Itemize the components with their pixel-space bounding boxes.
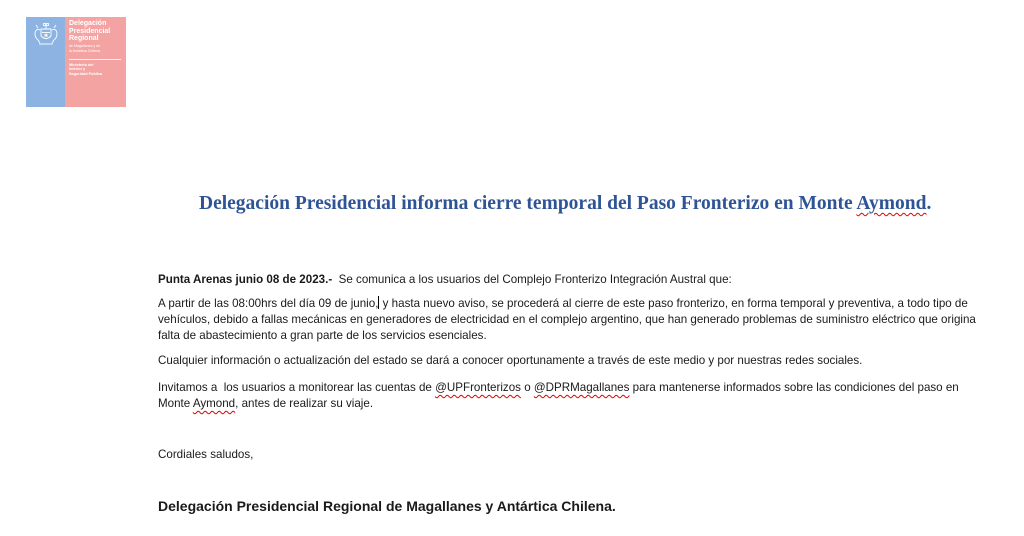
delegacion-logo	[26, 17, 126, 107]
paragraph-intro[interactable]	[158, 272, 978, 288]
paragraph-invitation[interactable]	[158, 380, 978, 412]
intro-text: Se comunica a los usuarios del Complejo Fronterizo Integración Austral que:	[332, 273, 732, 286]
invitation-text-3: para mantenerse informados sobre las condiciones del paso en Monte	[158, 381, 959, 410]
logo-red-band	[65, 17, 126, 107]
dateline: Punta Arenas junio 08 de 2023.-	[158, 273, 333, 286]
logo-blue-band	[26, 17, 65, 107]
logo-sub-line2: la Antártica Chilena	[69, 48, 100, 53]
paragraph-closure-notice[interactable]	[158, 296, 978, 344]
logo-divider	[69, 59, 121, 60]
closing-greeting[interactable]: Cordiales saludos,	[158, 448, 254, 461]
chilean-coat-of-arms-icon	[31, 21, 61, 47]
invitation-text-2: o	[520, 381, 534, 394]
closure-text-rest: y hasta nuevo aviso, se procederá al cierre de este paso fronterizo, en forma temporal y preventiva, a todo tipo de vehículos, debido a fallas mecánicas en generadores de electricidad en el complejo argentino, que han generado problemas de suministro eléctrico que origina falta de abastecimiento a gran parte de los servicios esenciales.	[158, 297, 976, 342]
place-flagged-word[interactable]: Aymond	[192, 397, 236, 410]
signature-line[interactable]: Delegación Presidencial Regional de Magallanes y Antártica Chilena.	[158, 498, 616, 514]
handle-upfronterizos[interactable]: @UPFronterizos	[435, 381, 521, 394]
headline-flagged-word[interactable]: Aymond	[856, 193, 927, 214]
logo-ministry-line2: Interior y	[69, 67, 86, 72]
headline-text: Delegación Presidencial informa cierre temporal del Paso Fronterizo en Monte	[199, 193, 857, 214]
closure-text-start: A partir de las 08:00hrs del día 09 de junio,	[158, 297, 379, 310]
logo-title-line2: Presidencial	[69, 27, 111, 35]
logo-sub-line1: de Magallanes y de	[69, 43, 101, 48]
logo-title-line3: Regional	[69, 35, 99, 42]
logo-ministry-line3: Seguridad Pública	[69, 71, 103, 76]
logo-title-line1: Delegación	[69, 20, 107, 27]
paragraph-updates[interactable]: Cualquier información o actualización del estado se dará a conocer oportunamente a través de este medio y por nuestras redes sociales.	[158, 354, 863, 367]
press-release-headline[interactable]	[199, 193, 931, 215]
headline-end: .	[926, 193, 932, 214]
invitation-text-4: , antes de realizar su viaje.	[235, 397, 374, 410]
invitation-text-1: Invitamos a los usuarios a monitorear las cuentas de	[158, 381, 436, 394]
logo-ministry-line1: Ministerio del	[69, 62, 94, 67]
handle-dprmagallanes[interactable]: @DPRMagallanes	[533, 381, 630, 394]
